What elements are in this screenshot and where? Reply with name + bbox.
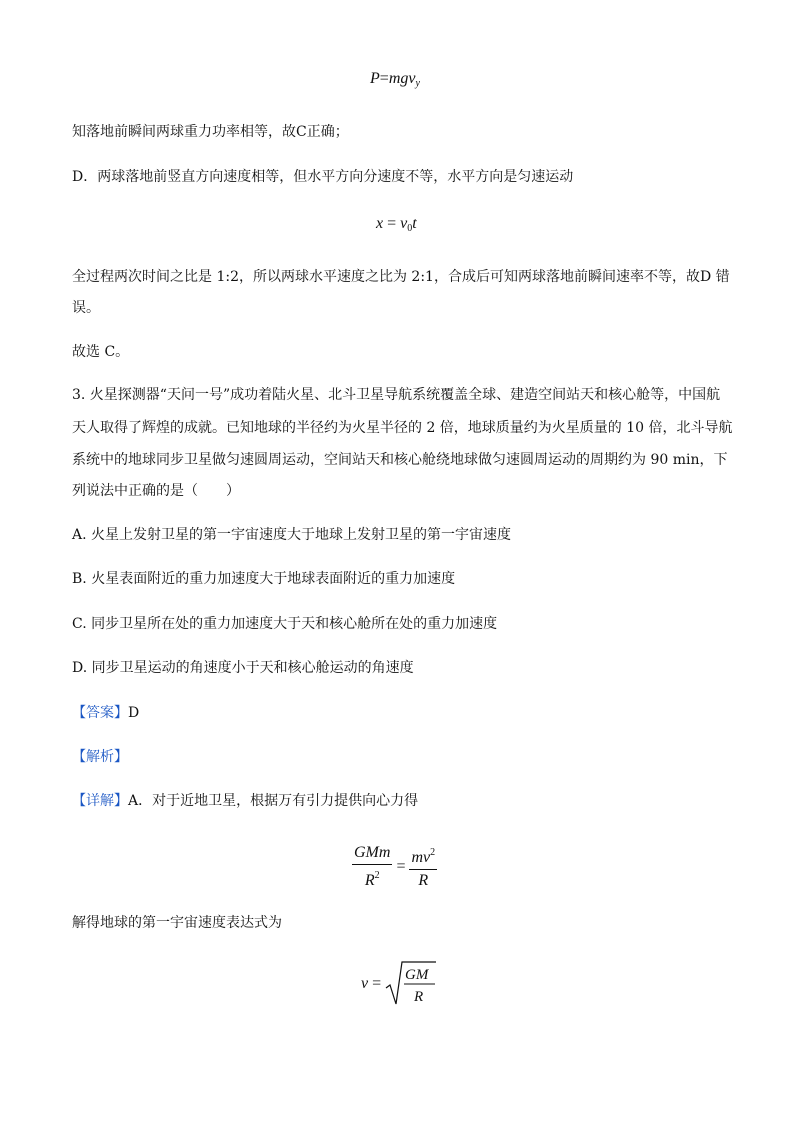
answer-value: D [128,705,140,721]
gravity-left-num: GMm [354,844,391,861]
gravity-fraction-right [409,843,437,891]
option-c: C. 同步卫星所在处的重力加速度大于天和核心舱所在处的重力加速度 [72,616,498,632]
gravity-left-exp: 2 [374,870,380,881]
question-3-line-3: 系统中的地球同步卫星做匀速圆周运动，空间站天和核心舱绕地球做匀速圆周运动的周期约为 90 min，下 [72,452,728,468]
gravity-right-exp: 2 [430,847,436,858]
equation-first-cosmic-velocity: v = GM R [361,960,437,1008]
x-lhs: x [376,215,384,232]
x-tail: t [412,215,417,232]
option-d: D. 同步卫星运动的角速度小于天和核心舱运动的角速度 [72,660,414,676]
detail-text: A．对于近地卫星，根据万有引力提供向心力得 [128,793,419,809]
sqrt-sign-icon [385,960,437,1008]
answer-tag: 【答案】 [72,705,128,721]
question-3-line-2: 天人取得了辉煌的成就。已知地球的半径约为火星半径的 2 倍，地球质量约为火星质量的 10 倍，北斗导航 [72,420,733,436]
detail-line [72,791,418,811]
gravity-fraction-left [352,843,392,891]
equation-gravity-centripetal: $\frac{\text{GMm}}{R^2}$ = $\frac{mv^2}{R}$ [354,844,436,889]
x-sub: 0 [407,223,413,234]
gravity-left-den: R [364,872,375,889]
power-rhs: mgv [388,70,416,87]
paragraph-d-analysis: D．两球落地前竖直方向速度相等，但水平方向分速度不等，水平方向是匀速运动 [72,169,574,185]
analysis-tag: 【解析】 [72,749,128,765]
option-b: B. 火星表面附近的重力加速度大于地球表面附近的重力加速度 [72,571,456,587]
option-a: A. 火星上发射卫星的第一宇宙速度大于地球上发射卫星的第一宇宙速度 [72,527,512,543]
v-num: GM [405,967,429,983]
choose-answer-c: 故选 C。 [72,344,130,360]
equation-horizontal-displacement: $x = v_0t$ [376,215,417,234]
equation-power: P=mgv$_y$ [370,70,420,89]
gravity-right-den: R [418,872,429,889]
solve-text: 解得地球的第一宇宙速度表达式为 [72,915,282,931]
analysis-heading [72,747,128,767]
answer-line [72,703,139,723]
paragraph-ratio-line-2: 误。 [72,300,100,316]
gravity-right-num: mv [411,849,431,866]
v-lhs: v [361,975,369,992]
paragraph-c-conclusion: 知落地前瞬间两球重力功率相等，故C正确； [72,124,349,140]
paragraph-ratio-line-1: 全过程两次时间之比是 1:2，所以两球水平速度之比为 2:1，合成后可知两球落地前瞬间速率不等，故D 错 [72,269,730,285]
question-3-line-4: 列说法中正确的是（ ） [72,483,240,499]
power-lhs: P [370,70,380,87]
detail-tag: 【详解】 [72,793,128,809]
question-3-line-1: 3. 火星探测器“天问一号”成功着陆火星、北斗卫星导航系统覆盖全球、建造空间站天和核心舱等，中国航 [72,387,721,403]
power-sub: y [415,78,420,89]
x-rhs: v [400,215,408,232]
v-den: R [414,989,424,1005]
